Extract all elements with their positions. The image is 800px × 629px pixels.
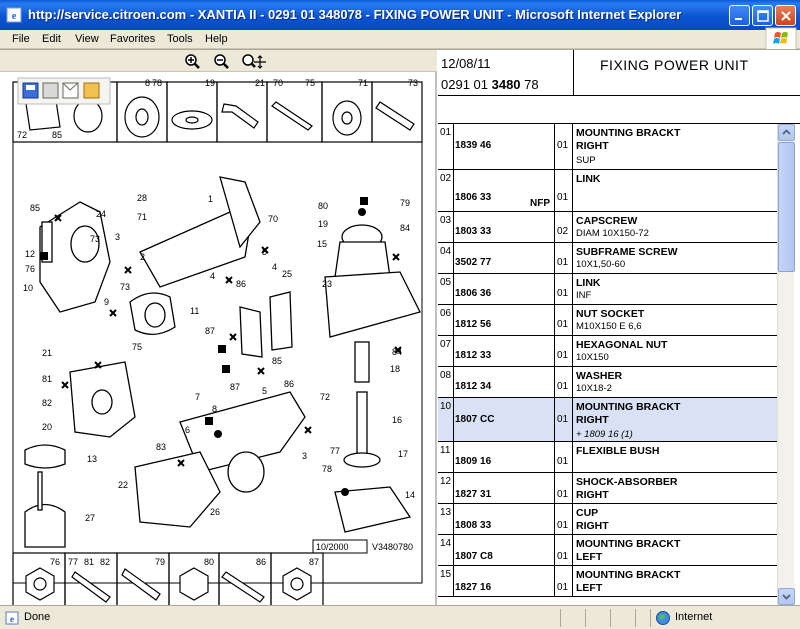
quantity: 01 <box>557 582 569 593</box>
part-note: M10X150 E 6,6 <box>576 321 642 332</box>
svg-text:3: 3 <box>115 232 121 242</box>
row-index-cell <box>438 336 454 366</box>
row-index: 04 <box>440 246 452 257</box>
diagram-ref: V3480780 <box>372 542 414 552</box>
quantity: 01 <box>557 520 569 531</box>
title-bar <box>0 0 800 30</box>
parts-header <box>438 50 800 96</box>
row-index-cell <box>438 442 454 472</box>
row-index: 14 <box>440 538 452 549</box>
page-title: FIXING POWER UNIT <box>600 57 749 73</box>
svg-text:24: 24 <box>96 209 107 219</box>
description-cell <box>573 442 777 472</box>
svg-text:83: 83 <box>156 442 167 452</box>
svg-text:10: 10 <box>23 283 34 293</box>
svg-text:73: 73 <box>408 78 419 88</box>
svg-text:80: 80 <box>318 201 329 211</box>
table-row[interactable] <box>438 336 777 367</box>
svg-text:25: 25 <box>282 269 293 279</box>
part-description: HEXAGONAL NUT <box>576 339 668 351</box>
part-description: LINK <box>576 277 601 289</box>
svg-text:21: 21 <box>255 78 266 88</box>
status-divider <box>560 609 561 627</box>
row-index-cell <box>438 398 454 441</box>
svg-text:18: 18 <box>390 364 401 374</box>
quantity: 01 <box>557 381 569 392</box>
part-side: RIGHT <box>576 414 609 426</box>
zoom-pan-icon[interactable] <box>240 52 266 70</box>
part-side: RIGHT <box>576 140 609 152</box>
part-number-cell <box>454 442 555 472</box>
row-index: 08 <box>440 370 452 381</box>
table-row[interactable] <box>438 473 777 504</box>
table-row[interactable] <box>438 124 777 170</box>
row-index-cell <box>438 124 454 169</box>
table-row[interactable] <box>438 212 777 243</box>
svg-text:76: 76 <box>50 557 61 567</box>
part-description: CAPSCREW <box>576 215 638 227</box>
quantity: 01 <box>557 350 569 361</box>
quantity-cell <box>555 336 573 366</box>
svg-text:16: 16 <box>392 415 403 425</box>
svg-text:77: 77 <box>68 557 79 567</box>
zone-text: Internet <box>675 611 713 623</box>
row-index-cell <box>438 170 454 211</box>
table-row[interactable] <box>438 442 777 473</box>
svg-text:79: 79 <box>400 198 411 208</box>
part-note: SUP <box>576 155 596 166</box>
part-number[interactable]: 3502 77 <box>455 257 492 268</box>
table-row[interactable] <box>438 398 777 442</box>
ie-icon <box>6 7 22 23</box>
part-number[interactable]: 1812 33 <box>455 350 492 361</box>
header-ref-suffix: 78 <box>520 77 539 92</box>
quantity: 01 <box>557 257 569 268</box>
description-cell <box>573 124 777 169</box>
row-index-cell <box>438 212 454 242</box>
svg-text:85: 85 <box>52 130 63 140</box>
description-cell <box>573 336 777 366</box>
header-ref-bold: 3480 <box>491 77 521 92</box>
description-cell <box>573 212 777 242</box>
quantity-cell <box>555 243 573 273</box>
part-note: + 1809 16 (1) <box>576 429 633 440</box>
header-ref <box>441 77 539 92</box>
svg-text:79: 79 <box>155 557 166 567</box>
diagram-date: 10/2000 <box>316 542 349 552</box>
svg-text:26: 26 <box>210 507 221 517</box>
status-text: Done <box>24 611 51 623</box>
table-row[interactable] <box>438 535 777 566</box>
row-index: 05 <box>440 277 452 288</box>
part-number[interactable]: 1812 56 <box>455 319 492 330</box>
part-number[interactable]: 1809 16 <box>455 456 492 467</box>
description-cell <box>573 274 777 304</box>
row-index-cell <box>438 504 454 534</box>
part-number-cell <box>454 566 555 596</box>
row-index: 01 <box>440 127 452 138</box>
part-number-cell <box>454 274 555 304</box>
svg-text:70: 70 <box>273 78 284 88</box>
part-number[interactable]: 1839 46 <box>455 140 492 151</box>
chevron-down-icon <box>779 589 794 604</box>
svg-text:81: 81 <box>84 557 95 567</box>
svg-text:75: 75 <box>132 342 143 352</box>
quantity-cell <box>555 566 573 596</box>
description-cell <box>573 305 777 335</box>
status-bar <box>0 605 800 629</box>
svg-text:86: 86 <box>284 379 295 389</box>
status-divider <box>650 609 651 627</box>
part-description: NUT SOCKET <box>576 308 645 320</box>
svg-text:85: 85 <box>30 203 41 213</box>
part-side: LEFT <box>576 551 603 563</box>
row-index-cell <box>438 243 454 273</box>
svg-text:e: e <box>10 614 14 624</box>
part-number[interactable]: 1803 33 <box>455 226 492 237</box>
table-row[interactable] <box>438 274 777 305</box>
part-number[interactable]: 1806 36 <box>455 288 492 299</box>
svg-text:78: 78 <box>322 464 333 474</box>
row-index-cell <box>438 535 454 565</box>
quantity-cell <box>555 124 573 169</box>
svg-text:6: 6 <box>185 425 191 435</box>
diagram-frame <box>0 50 437 606</box>
header-date: 12/08/11 <box>441 56 491 71</box>
quantity: 01 <box>557 288 569 299</box>
menu-tools[interactable]: Tools <box>167 33 193 45</box>
svg-text:e: e <box>11 11 17 22</box>
part-number-cell <box>454 367 555 397</box>
svg-text:82: 82 <box>100 557 111 567</box>
part-number-cell <box>454 124 555 169</box>
row-index-cell <box>438 473 454 503</box>
svg-text:17: 17 <box>398 449 409 459</box>
part-description: SHOCK-ABSORBER <box>576 476 678 488</box>
svg-text:82: 82 <box>42 398 53 408</box>
quantity: 01 <box>557 456 569 467</box>
diagram-toolbar <box>0 50 437 72</box>
quantity: 01 <box>557 551 569 562</box>
quantity: 01 <box>557 192 569 203</box>
svg-text:1: 1 <box>208 194 214 204</box>
part-number[interactable]: 1827 31 <box>455 489 492 500</box>
quantity-cell <box>555 274 573 304</box>
quantity-cell <box>555 305 573 335</box>
svg-text:8: 8 <box>145 78 151 88</box>
row-index: 12 <box>440 476 452 487</box>
part-description: LINK <box>576 173 601 185</box>
svg-text:75: 75 <box>305 78 316 88</box>
quantity-cell <box>555 504 573 534</box>
windows-logo-icon <box>766 28 796 50</box>
table-row[interactable] <box>438 367 777 398</box>
svg-text:13: 13 <box>87 454 98 464</box>
table-row[interactable] <box>438 170 777 212</box>
menu-file[interactable]: File <box>12 33 30 45</box>
part-description: MOUNTING BRACKT <box>576 569 681 581</box>
menu-view[interactable]: View <box>75 33 99 45</box>
scroll-up-button[interactable] <box>778 124 795 141</box>
svg-text:8: 8 <box>212 404 218 414</box>
part-number[interactable]: 1827 16 <box>455 582 492 593</box>
svg-text:85: 85 <box>272 356 283 366</box>
description-cell <box>573 243 777 273</box>
parts-diagram[interactable] <box>0 72 437 606</box>
svg-text:23: 23 <box>322 279 333 289</box>
svg-text:27: 27 <box>85 513 96 523</box>
header-ref-prefix: 0291 01 <box>441 77 492 92</box>
part-description: CUP <box>576 507 599 519</box>
description-cell <box>573 504 777 534</box>
chevron-up-icon <box>779 125 794 140</box>
part-description: MOUNTING BRACKT <box>576 538 681 550</box>
part-number-cell <box>454 170 555 211</box>
svg-text:11: 11 <box>190 306 200 316</box>
table-row[interactable] <box>438 504 777 535</box>
menu-favorites[interactable]: Favorites <box>110 33 156 45</box>
row-index: 06 <box>440 308 452 319</box>
zoom-in-icon[interactable] <box>183 52 201 70</box>
menu-bar <box>0 30 800 49</box>
svg-text:21: 21 <box>42 348 53 358</box>
svg-text:9: 9 <box>104 297 110 307</box>
svg-text:72: 72 <box>17 130 28 140</box>
header-spacer <box>438 96 800 124</box>
quantity-cell <box>555 212 573 242</box>
status-divider <box>610 609 611 627</box>
part-note: DIAM 10X150-72 <box>576 228 649 239</box>
table-row[interactable] <box>438 305 777 336</box>
page-done-icon <box>4 610 20 626</box>
row-index: 02 <box>440 173 452 184</box>
part-number[interactable]: 1807 C8 <box>455 551 493 562</box>
part-number-cell <box>454 504 555 534</box>
svg-text:87: 87 <box>309 557 320 567</box>
quantity: 01 <box>557 414 569 425</box>
part-note: INF <box>576 290 592 301</box>
svg-text:86: 86 <box>236 279 247 289</box>
content-area <box>0 49 800 605</box>
svg-text:72: 72 <box>320 392 331 402</box>
zoom-out-icon[interactable] <box>212 52 230 70</box>
part-side: RIGHT <box>576 489 609 501</box>
svg-text:5: 5 <box>262 247 268 257</box>
header-info <box>438 50 574 96</box>
svg-text:84: 84 <box>392 347 403 357</box>
description-cell <box>573 473 777 503</box>
part-number-cell <box>454 305 555 335</box>
svg-text:71: 71 <box>358 78 369 88</box>
svg-text:77: 77 <box>330 446 341 456</box>
svg-text:78: 78 <box>152 78 163 88</box>
row-index: 03 <box>440 215 452 226</box>
svg-text:87: 87 <box>230 382 241 392</box>
part-note: 10X150 <box>576 352 609 363</box>
part-description: SUBFRAME SCREW <box>576 246 678 258</box>
description-cell <box>573 566 777 596</box>
minimize-button[interactable] <box>729 5 750 26</box>
minimize-icon <box>733 9 747 23</box>
description-cell <box>573 398 777 441</box>
quantity-cell <box>555 473 573 503</box>
svg-text:87: 87 <box>205 326 216 336</box>
part-number-cell <box>454 336 555 366</box>
description-cell <box>573 535 777 565</box>
svg-text:15: 15 <box>317 239 328 249</box>
svg-text:12: 12 <box>25 249 36 259</box>
svg-text:84: 84 <box>400 223 411 233</box>
table-row[interactable] <box>438 566 777 597</box>
part-side: LEFT <box>576 582 603 594</box>
close-icon <box>779 9 793 23</box>
part-number-cell <box>454 535 555 565</box>
close-button[interactable] <box>775 5 796 26</box>
svg-text:73: 73 <box>120 282 131 292</box>
part-description: MOUNTING BRACKT <box>576 127 681 139</box>
part-number[interactable]: 1812 34 <box>455 381 492 392</box>
row-index: 13 <box>440 507 452 518</box>
svg-text:73: 73 <box>90 234 101 244</box>
quantity: 01 <box>557 489 569 500</box>
window-title: http://service.citroen.com - XANTIA II - 0291 01 348078 - FIXING POWER UNIT - Microsoft Internet Explorer <box>28 7 682 22</box>
part-side: RIGHT <box>576 520 609 532</box>
svg-text:70: 70 <box>268 214 279 224</box>
svg-text:19: 19 <box>318 219 329 229</box>
description-cell <box>573 170 777 211</box>
svg-text:76: 76 <box>25 264 36 274</box>
maximize-icon <box>756 9 770 23</box>
menu-help[interactable]: Help <box>205 33 228 45</box>
row-index: 15 <box>440 569 452 580</box>
part-note: 10X1,50-60 <box>576 259 626 270</box>
quantity-cell <box>555 535 573 565</box>
svg-text:28: 28 <box>137 193 148 203</box>
svg-text:20: 20 <box>42 422 53 432</box>
svg-text:80: 80 <box>204 557 215 567</box>
svg-text:22: 22 <box>118 480 129 490</box>
part-note: 10X18-2 <box>576 383 612 394</box>
nfp-label: NFP <box>530 198 550 209</box>
part-number-cell <box>454 398 555 441</box>
part-number[interactable]: 1808 33 <box>455 520 492 531</box>
parts-list-frame <box>438 50 800 606</box>
svg-text:3: 3 <box>302 451 308 461</box>
globe-icon <box>655 610 671 626</box>
row-index: 07 <box>440 339 452 350</box>
quantity-cell <box>555 367 573 397</box>
menu-edit[interactable]: Edit <box>42 33 61 45</box>
part-number-cell <box>454 212 555 242</box>
quantity: 01 <box>557 319 569 330</box>
svg-text:5: 5 <box>262 386 268 396</box>
part-description: MOUNTING BRACKT <box>576 401 681 413</box>
scroll-down-button[interactable] <box>778 588 795 605</box>
svg-text:4: 4 <box>210 271 216 281</box>
vertical-scrollbar[interactable] <box>777 124 794 606</box>
row-index: 11 <box>440 445 451 456</box>
row-index: 10 <box>440 401 452 412</box>
part-number[interactable]: 1807 CC <box>455 414 495 425</box>
svg-text:14: 14 <box>405 490 416 500</box>
svg-text:86: 86 <box>256 557 267 567</box>
quantity: 01 <box>557 140 569 151</box>
part-number[interactable]: 1806 33 <box>455 192 492 203</box>
table-row[interactable] <box>438 243 777 274</box>
quantity: 02 <box>557 226 569 237</box>
part-description: WASHER <box>576 370 623 382</box>
status-divider <box>635 609 636 627</box>
scroll-thumb[interactable] <box>778 142 795 272</box>
quantity-cell <box>555 170 573 211</box>
part-number-cell <box>454 243 555 273</box>
image-toolbar <box>18 78 110 104</box>
svg-text:7: 7 <box>195 392 201 402</box>
maximize-button[interactable] <box>752 5 773 26</box>
svg-text:2: 2 <box>140 252 146 262</box>
row-index-cell <box>438 274 454 304</box>
quantity-cell <box>555 398 573 441</box>
part-description: FLEXIBLE BUSH <box>576 445 660 457</box>
quantity-cell <box>555 442 573 472</box>
description-cell <box>573 367 777 397</box>
svg-text:71: 71 <box>137 212 148 222</box>
svg-text:81: 81 <box>42 374 53 384</box>
parts-table <box>438 124 777 606</box>
part-number-cell <box>454 473 555 503</box>
row-index-cell <box>438 566 454 596</box>
status-divider <box>585 609 586 627</box>
svg-text:4: 4 <box>272 262 278 272</box>
svg-text:19: 19 <box>205 78 216 88</box>
row-index-cell <box>438 367 454 397</box>
row-index-cell <box>438 305 454 335</box>
